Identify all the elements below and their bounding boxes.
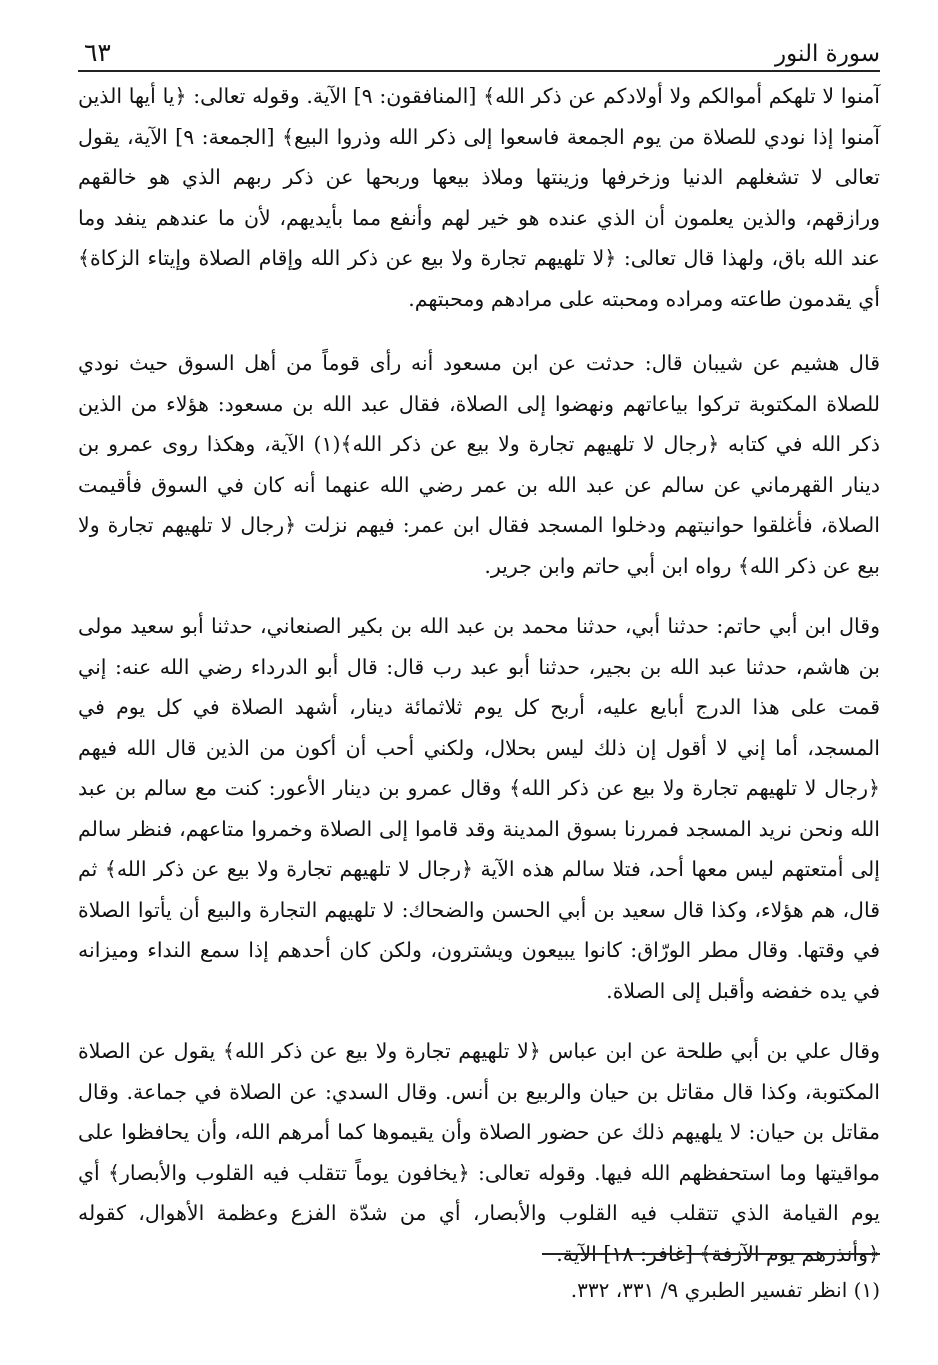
paragraph-3: وقال ابن أبي حاتم: حدثنا أبي، حدثنا محمد بن عبد الله بن بكير الصنعاني، حدثنا أبو سعيد مولى بن هاشم، حدثنا عبد الله بن بجير، حدثنا أبو عبد رب قال: قال أبو الدرداء رضي الله عنه: إني قمت على هذا الدرج أبايع عليه، أربح كل يوم ثلاثمائة دينار، أشهد الصلاة في كل يوم في المسجد، أما إني لا أقول إن ذلك ليس بحلال، ولكني أحب أن أكون من الذين قال الله فيهم ﴿رجال لا تلهيهم تجارة ولا بيع عن ذكر الله﴾ وقال عمرو بن دينار الأعور: كنت مع سالم بن عبد الله ونحن نريد المسجد فمررنا بسوق المدينة وقد قاموا إلى الصلاة وخمروا متاعهم، فنظر سالم إلى أمتعتهم ليس معها أحد، فتلا سالم هذه الآية ﴿رجال لا تلهيهم تجارة ولا بيع عن ذكر الله﴾ ثم قال، هم هؤلاء، وكذا قال سعيد بن أبي الحسن والضحاك: لا تلهيهم التجارة والبيع أن يأتوا الصلاة في وقتها. وقال مطر الورّاق: كانوا يبيعون ويشترون، ولكن كان أحدهم إذا سمع النداء وميزانه في يده خفضه وأقبل إلى الصلاة. [78,614,880,1003]
page-number: ٦٣ [84,38,111,67]
sura-title: سورة النور [775,41,880,67]
paragraph-2: قال هشيم عن شيبان قال: حدثت عن ابن مسعود أنه رأى قوماً من أهل السوق حيث نودي للصلاة المكتوبة تركوا بياعاتهم ونهضوا إلى الصلاة، فقال عبد الله بن مسعود: هؤلاء من الذين ذكر الله في كتابه ﴿رجال لا تلهيهم تجارة ولا بيع عن ذكر الله﴾(١) الآية، وهكذا روى عمرو بن دينار القهرماني عن سالم عن عبد الله بن عمر رضي الله عنهما أنه كان في السوق فأقيمت الصلاة، فأغلقوا حوانيتهم ودخلوا المسجد فقال ابن عمر: فيهم نزلت ﴿رجال لا تلهيهم تجارة ولا بيع عن ذكر الله﴾ رواه ابن أبي حاتم وابن جرير. [78,351,880,578]
paragraph-4: وقال علي بن أبي طلحة عن ابن عباس ﴿لا تلهيهم تجارة ولا بيع عن ذكر الله﴾ يقول عن الصلاة المكتوبة، وكذا قال مقاتل بن حيان والربيع بن أنس. وقال السدي: عن الصلاة في جماعة. وقال مقاتل بن حيان: لا يلهيهم ذلك عن حضور الصلاة وأن يقيموها كما أمرهم الله، وأن يحافظوا على مواقيتها وما استحفظهم الله فيها. وقوله تعالى: ﴿يخافون يوماً تتقلب فيه القلوب والأبصار﴾ أي يوم القيامة الذي تتقلب فيه القلوب والأبصار، أي من شدّة الفزع وعظمة الأهوال، كقوله ﴿وأنذرهم يوم الآزفة﴾ [غافر: ١٨] الآية. [78,1039,880,1266]
footnote: (١) انظر تفسير الطبري ٩/ ٣٣١، ٣٣٢. [570,1278,880,1302]
page-body [78,76,880,1294]
page-header [78,30,880,72]
footnote-divider [542,1253,880,1255]
paragraph-1: آمنوا لا تلهكم أموالكم ولا أولادكم عن ذكر الله﴾ [المنافقون: ٩] الآية. وقوله تعالى: ﴿يا أيها الذين آمنوا إذا نودي للصلاة من يوم الجمعة فاسعوا إلى ذكر الله وذروا البيع﴾ [الجمعة: ٩] الآية، يقول تعالى لا تشغلهم الدنيا وزخرفها وزينتها وملاذ بيعها وربحها عن ذكر ربهم الذي هو خالقهم ورازقهم، والذين يعلمون أن الذي عنده هو خير لهم وأنفع مما بأيديهم، لأن ما عندهم ينفد وما عند الله باق، ولهذا قال تعالى: ﴿لا تلهيهم تجارة ولا بيع عن ذكر الله وإقام الصلاة وإيتاء الزكاة﴾ أي يقدمون طاعته ومراده ومحبته على مرادهم ومحبتهم. [78,84,880,311]
